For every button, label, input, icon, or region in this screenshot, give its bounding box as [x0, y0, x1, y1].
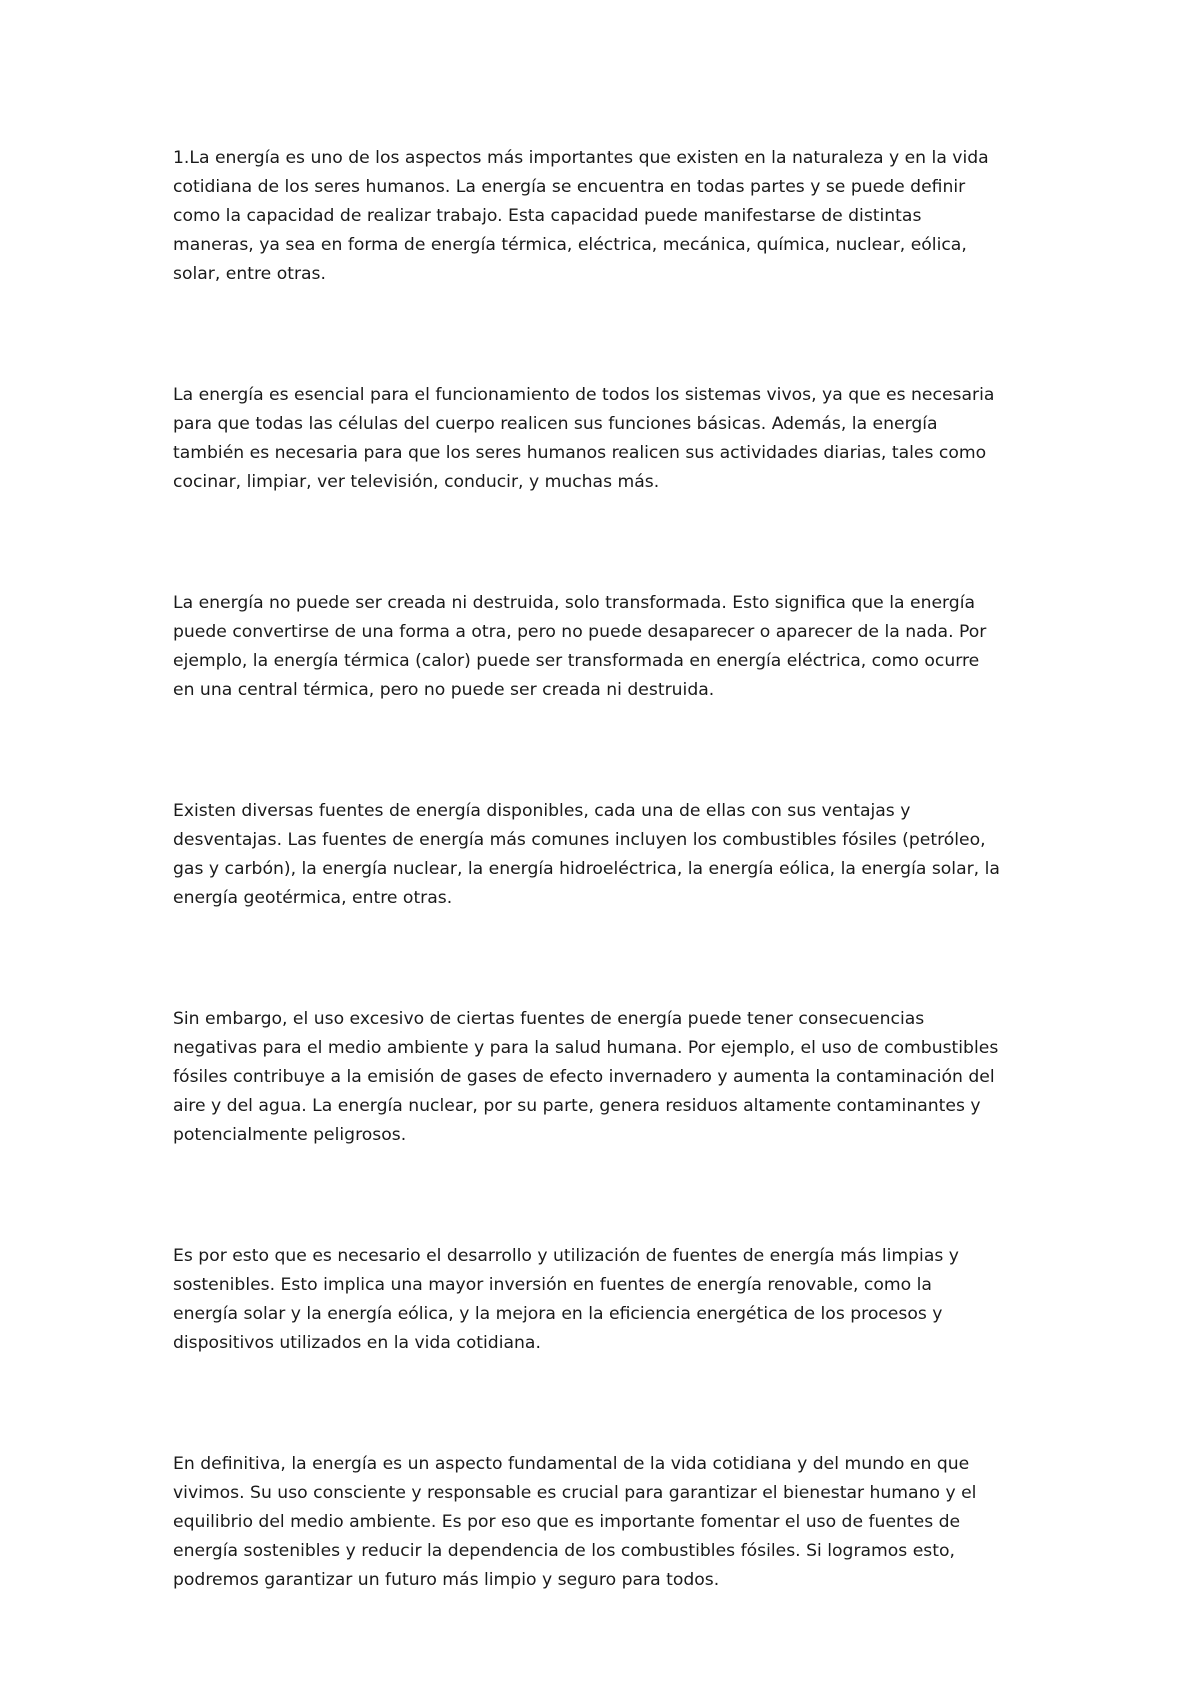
document-body: [173, 144, 1053, 1687]
paragraph-3: La energía no puede ser creada ni destruida, solo transformada. Esto significa que la energía puede convertirse de una forma a otra, pero no puede desaparecer o aparecer de la nada. Por ejemplo, la energía térmica (calor) puede ser transformada en energía eléctrica, como ocurre en una central térmica, pero no puede ser creada ni destruida.: [173, 593, 987, 700]
paragraph-5: Sin embargo, el uso excesivo de ciertas fuentes de energía puede tener consecuencias negativas para el medio ambiente y para la salud humana. Por ejemplo, el uso de combustibles fósiles contribuye a la emisión de gases de efecto invernadero y aumenta la contaminación del aire y del agua. La energía nuclear, por su parte, genera residuos altamente contaminantes y potencialmente peligrosos.: [173, 1009, 999, 1145]
paragraph-6: Es por esto que es necesario el desarrollo y utilización de fuentes de energía más limpias y sostenibles. Esto implica una mayor inversión en fuentes de energía renovable, como la energía solar y la energía eólica, y la mejora en la eficiencia energética de los procesos y dispositivos utilizados en la vida cotidiana.: [173, 1246, 959, 1353]
paragraph-1: 1.La energía es uno de los aspectos más importantes que existen en la naturaleza y en la vida cotidiana de los seres humanos. La energía se encuentra en todas partes y se puede definir como la capacidad de realizar trabajo. Esta capacidad puede manifestarse de distintas maneras, ya sea en forma de energía térmica, eléctrica, mecánica, química, nuclear, eólica, solar, entre otras.: [173, 148, 989, 284]
paragraph-7: En definitiva, la energía es un aspecto fundamental de la vida cotidiana y del mundo en que vivimos. Su uso consciente y responsable es crucial para garantizar el bienestar humano y el equilibrio del medio ambiente. Es por eso que es importante fomentar el uso de fuentes de energía sostenibles y reducir la dependencia de los combustibles fósiles. Si logramos esto, podremos garantizar un futuro más limpio y seguro para todos.: [173, 1454, 977, 1590]
paragraph-4: Existen diversas fuentes de energía disponibles, cada una de ellas con sus ventajas y desventajas. Las fuentes de energía más comunes incluyen los combustibles fósiles (petróleo, gas y carbón), la energía nuclear, la energía hidroeléctrica, la energía eólica, la energía solar, la energía geotérmica, entre otras.: [173, 801, 1000, 908]
paragraph-2: La energía es esencial para el funcionamiento de todos los sistemas vivos, ya que es necesaria para que todas las células del cuerpo realicen sus funciones básicas. Además, la energía también es necesaria para que los seres humanos realicen sus actividades diarias, tales como cocinar, limpiar, ver televisión, conducir, y muchas más.: [173, 385, 995, 492]
